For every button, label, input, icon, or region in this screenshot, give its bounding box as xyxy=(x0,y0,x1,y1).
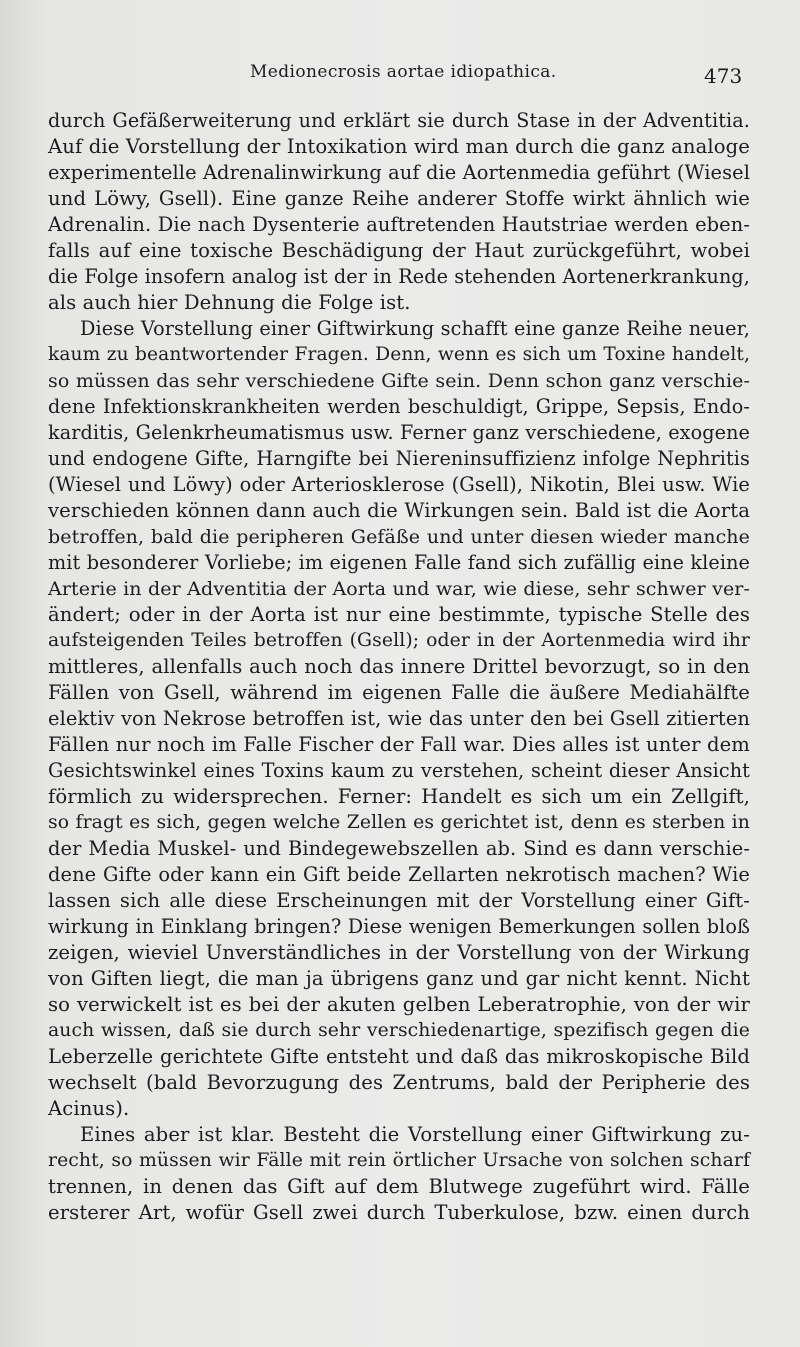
text-line: kaum zu beantwortender Fragen. Denn, wenn es sich um Toxine handelt, xyxy=(48,344,750,365)
text-line: so müssen das sehr verschiedene Gifte sein. Denn schon ganz verschie- xyxy=(48,370,750,392)
text-line: wirkung in Einklang bringen? Diese wenigen Bemerkungen sollen bloß xyxy=(48,915,750,938)
text-line: betroffen, bald die peripheren Gefäße und unter diesen wieder manche xyxy=(48,526,750,548)
text-line: elektiv von Nekrose betroffen ist, wie das unter den bei Gsell zitierten xyxy=(48,707,750,730)
text-line: zeigen, wieviel Unverständliches in der Vorstellung von der Wirkung xyxy=(48,941,750,964)
page-number: 473 xyxy=(704,64,743,88)
text-line: so verwickelt ist es bei der akuten gelben Leberatrophie, von der wir xyxy=(48,993,750,1016)
text-line: Fällen von Gsell, während im eigenen Falle die äußere Mediahälfte xyxy=(48,681,750,704)
text-line: ersterer Art, wofür Gsell zwei durch Tuberkulose, bzw. einen durch xyxy=(48,1201,750,1224)
text-line: Arterie in der Adventitia der Aorta und war, wie diese, sehr schwer ver- xyxy=(48,578,750,600)
text-line: Auf die Vorstellung der Intoxikation wird man durch die ganz analoge xyxy=(48,135,750,158)
text-line: und Löwy, Gsell). Eine ganze Reihe anderer Stoffe wirkt ähnlich wie xyxy=(48,187,750,210)
text-line: (Wiesel und Löwy) oder Arteriosklerose (Gsell), Nikotin, Blei usw. Wie xyxy=(48,473,750,496)
text-line: mit besonderer Vorliebe; im eigenen Falle fand sich zufällig eine kleine xyxy=(48,551,750,574)
text-line: lassen sich alle diese Erscheinungen mit der Vorstellung einer Gift- xyxy=(48,889,750,912)
text-line: durch Gefäßerweiterung und erklärt sie durch Stase in der Adventitia. xyxy=(48,109,750,132)
text-line: aufsteigenden Teiles betroffen (Gsell); oder in der Aortenmedia wird ihr xyxy=(48,630,750,651)
text-line: auch wissen, daß sie durch sehr verschiedenartige, spezifisch gegen die xyxy=(48,1020,750,1041)
text-line: experimentelle Adrenalinwirkung auf die Aortenmedia geführt (Wiesel xyxy=(48,161,750,184)
text-line: karditis, Gelenkrheumatismus usw. Ferner ganz verschiedene, exogene xyxy=(48,421,750,444)
text-line: falls auf eine toxische Beschädigung der Haut zurückgeführt, wobei xyxy=(48,239,750,262)
text-line: der Media Muskel- und Bindegewebszellen ab. Sind es dann verschie- xyxy=(48,837,750,860)
text-line: dene Gifte oder kann ein Gift beide Zellarten nekrotisch machen? Wie xyxy=(48,863,750,886)
running-title: Medionecrosis aortae idiopathica. xyxy=(250,62,557,82)
text-line: förmlich zu widersprechen. Ferner: Handelt es sich um ein Zellgift, xyxy=(48,785,750,808)
text-line: Eines aber ist klar. Besteht die Vorstellung einer Giftwirkung zu- xyxy=(80,1123,750,1146)
text-line: mittleres, allenfalls auch noch das innere Drittel bevorzugt, so in den xyxy=(48,655,750,678)
text-line: Diese Vorstellung einer Giftwirkung schafft eine ganze Reihe neuer, xyxy=(80,317,750,340)
body-text xyxy=(48,108,750,1226)
text-line: Fällen nur noch im Falle Fischer der Fall war. Dies alles ist unter dem xyxy=(48,733,750,756)
text-line: so fragt es sich, gegen welche Zellen es gerichtet ist, denn es sterben in xyxy=(48,812,750,833)
text-line: als auch hier Dehnung die Folge ist. xyxy=(48,291,411,314)
text-line: und endogene Gifte, Harngifte bei Niereninsuffizienz infolge Nephritis xyxy=(48,447,750,470)
page-header xyxy=(0,62,800,92)
text-line: trennen, in denen das Gift auf dem Blutwege zugeführt wird. Fälle xyxy=(48,1175,750,1198)
text-line: Leberzelle gerichtete Gifte entsteht und daß das mikroskopische Bild xyxy=(48,1045,750,1068)
text-line: verschieden können dann auch die Wirkungen sein. Bald ist die Aorta xyxy=(48,499,750,522)
text-line: wechselt (bald Bevorzugung des Zentrums, bald der Peripherie des xyxy=(48,1071,750,1094)
text-line: dene Infektionskrankheiten werden beschuldigt, Grippe, Sepsis, Endo- xyxy=(48,395,750,418)
text-line: Gesichtswinkel eines Toxins kaum zu verstehen, scheint dieser Ansicht xyxy=(48,759,750,782)
text-line: ändert; oder in der Aorta ist nur eine bestimmte, typische Stelle des xyxy=(48,603,750,626)
text-line: die Folge insofern analog ist der in Rede stehenden Aortenerkrankung, xyxy=(48,265,750,288)
text-line: von Giften liegt, die man ja übrigens ganz und gar nicht kennt. Nicht xyxy=(48,967,750,990)
text-line: Acinus). xyxy=(48,1097,130,1120)
text-line: Adrenalin. Die nach Dysenterie auftretenden Hautstriae werden eben- xyxy=(48,213,750,236)
text-line: recht, so müssen wir Fälle mit rein örtlicher Ursache von solchen scharf xyxy=(48,1150,750,1171)
